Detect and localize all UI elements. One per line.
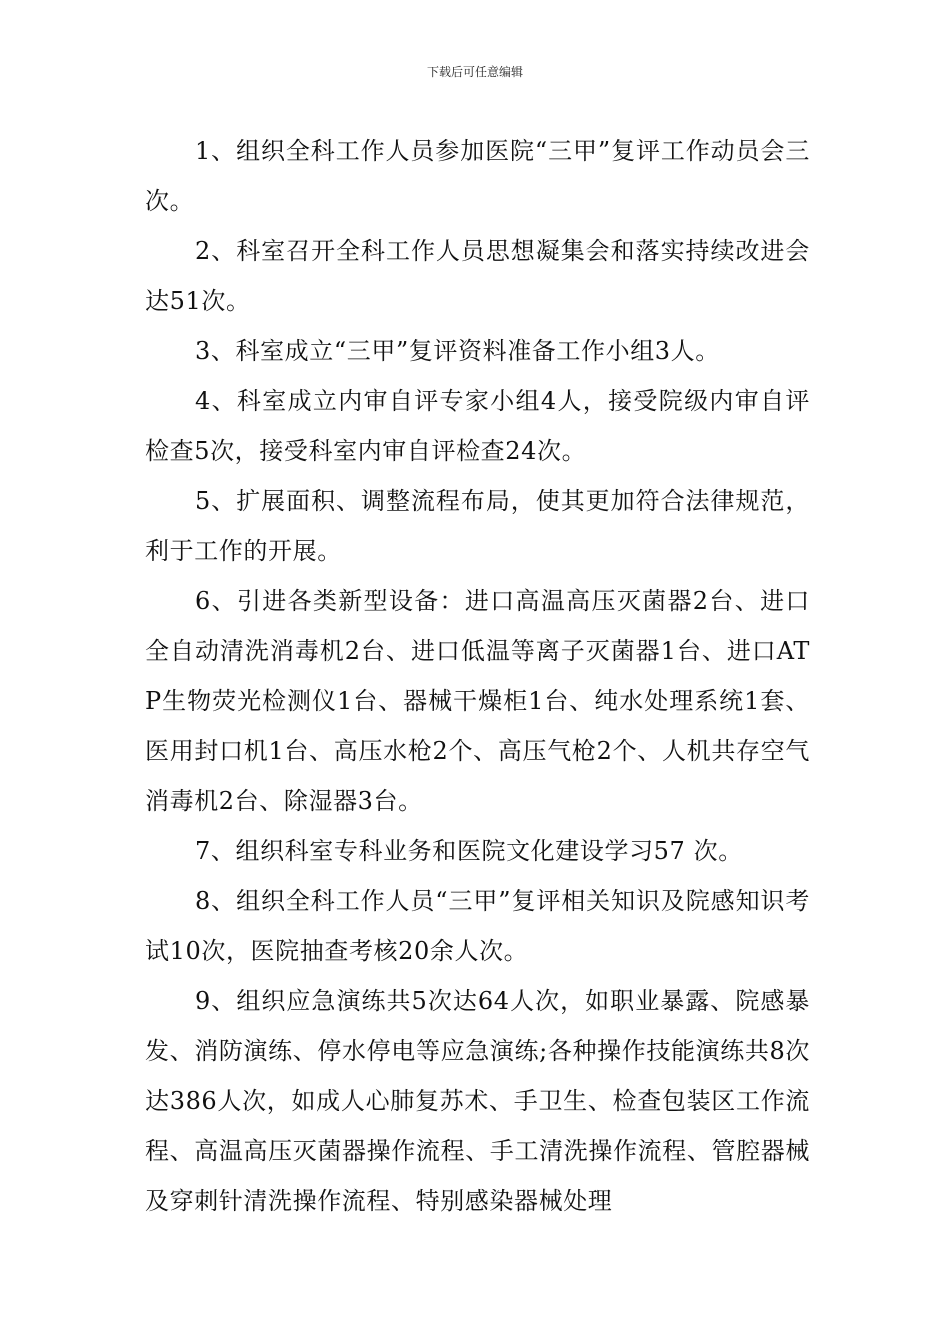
- document-body: [145, 126, 810, 1226]
- paragraph-4: 4、科室成立内审自评专家小组4人，接受院级内审自评检查5次，接受科室内审自评检查24次。: [145, 387, 810, 465]
- paragraph-9: 9、组织应急演练共5次达64人次，如职业暴露、院感暴发、消防演练、停水停电等应急演练;各种操作技能演练共8次达386人次，如成人心肺复苏术、手卫生、检查包装区工作流程、高温高压灭菌器操作流程、手工清洗操作流程、管腔器械及穿刺针清洗操作流程、特别感染器械处理: [145, 987, 810, 1215]
- page-header-note: 下载后可任意编辑: [426, 65, 523, 79]
- paragraph-7: 7、组织科室专科业务和医院文化建设学习57 次。: [195, 837, 743, 865]
- paragraph-3: 3、科室成立“三甲”复评资料准备工作小组3人。: [195, 337, 720, 365]
- paragraph-2: 2、科室召开全科工作人员思想凝集会和落实持续改进会达51次。: [145, 237, 810, 315]
- paragraph-6: 6、引进各类新型设备：进口高温高压灭菌器2台、进口全自动清洗消毒机2台、进口低温等离子灭菌器1台、进口ATP生物荧光检测仪1台、器械干燥柜1台、纯水处理系统1套、医用封口机1台、高压水枪2个、高压气枪2个、人机共存空气消毒机2台、除湿器3台。: [145, 587, 810, 815]
- paragraph-5: 5、扩展面积、调整流程布局，使其更加符合法律规范，利于工作的开展。: [145, 487, 810, 565]
- paragraph-8: 8、组织全科工作人员“三甲”复评相关知识及院感知识考试10次，医院抽查考核20余人次。: [145, 887, 810, 965]
- paragraph-1: 1、组织全科工作人员参加医院“三甲”复评工作动员会三次。: [145, 137, 810, 215]
